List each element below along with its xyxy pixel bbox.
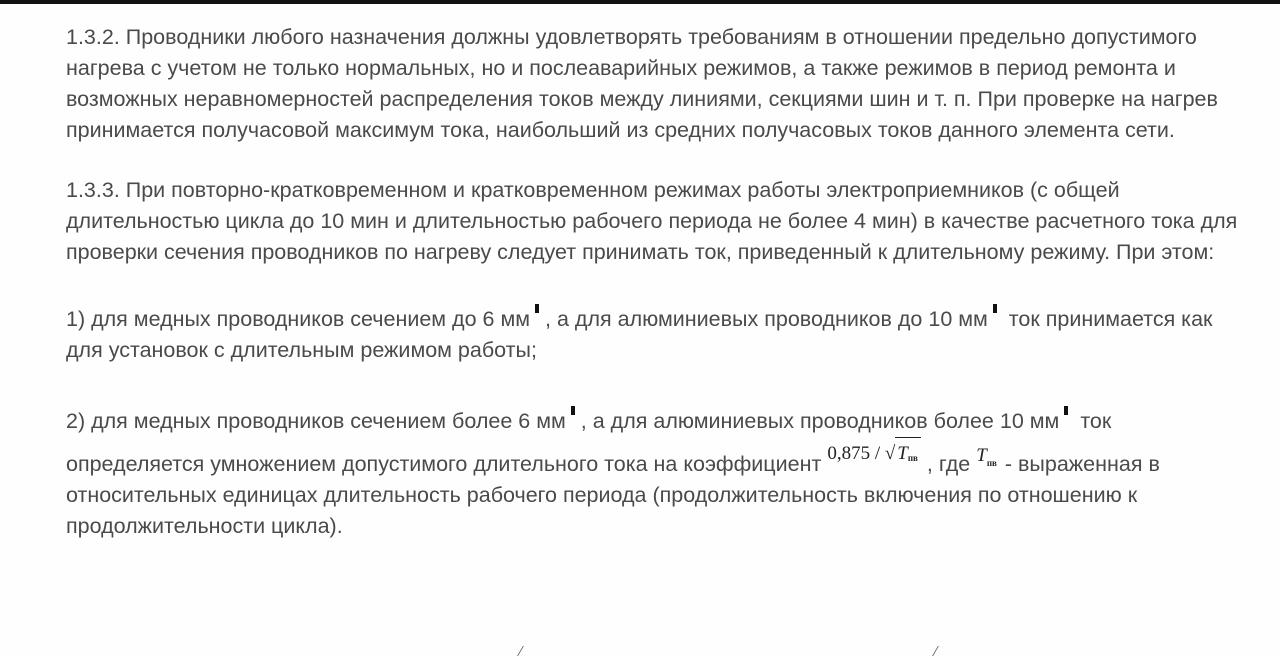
paragraph-1-3-2: 1.3.2. Проводники любого назначения должны удовлетворять требованиям в отношении предельно допустимого нагрева с учетом не только нормальных, но и послеаварийных режимов, а также режимов в период ремонта и возможных неравномерностей распределения токов между линиями, секциями шин и т. п. При проверке на нагрев принимается получасовой максимум тока, наибольший из средних получасовых токов данного элемента сети. — [66, 25, 1218, 142]
top-edge-bar — [0, 0, 1280, 4]
item-1-text-a: 1) для медных проводников сечением до 6 мм — [66, 307, 531, 331]
paragraph-item-2 — [66, 406, 1246, 542]
symbol-t: T — [976, 445, 987, 466]
paragraph-item-1 — [66, 304, 1246, 366]
superscript-2-glyph — [571, 406, 575, 415]
symbol-subscript: пв — [986, 457, 997, 468]
document-body — [66, 22, 1246, 542]
formula-subscript: пв — [907, 453, 918, 463]
superscript-2-glyph — [993, 304, 997, 313]
item-2-text-b: , а для алюминиевых проводников более 10 мм — [580, 409, 1060, 433]
item-2-text-c: ток определяется умножением допустимого длительного тока на коэффициент — [66, 409, 1112, 476]
item-2-text-d: , где — [926, 452, 971, 476]
item-2-text-a: 2) для медных проводников сечением более 6 мм — [66, 409, 566, 433]
formula-coef: 0,875 / — [827, 443, 881, 464]
coefficient-formula — [827, 437, 921, 474]
item-1-text-c: ток принимается как для установок с длительным режимом работы; — [66, 307, 1213, 362]
sqrt-icon: √ — [884, 443, 896, 464]
item-1-text-b: , а для алюминиевых проводников до 10 мм — [545, 307, 988, 331]
superscript-2-glyph — [535, 304, 539, 313]
formula-radicand — [895, 437, 921, 474]
cut-off-glyph — [932, 646, 949, 656]
superscript-2-glyph — [1064, 406, 1068, 415]
item-2-text-e: - выраженная в относительных единицах длительность рабочего периода (продолжительность включения по отношению к продолжительности цикла). — [66, 452, 1160, 538]
t-pv-symbol — [976, 445, 997, 466]
paragraph-1-3-3: 1.3.3. При повторно-кратковременном и кратковременном режимах работы электроприемников (с общей длительностью цикла до 10 мин и длительностью рабочего периода не более 4 мин) в качестве расчетного тока для проверки сечения проводников по нагреву следует принимать ток, приведенный к длительному режиму. При этом: — [66, 178, 1238, 264]
cut-off-glyph — [517, 646, 534, 656]
formula-symbol: T — [897, 443, 908, 464]
